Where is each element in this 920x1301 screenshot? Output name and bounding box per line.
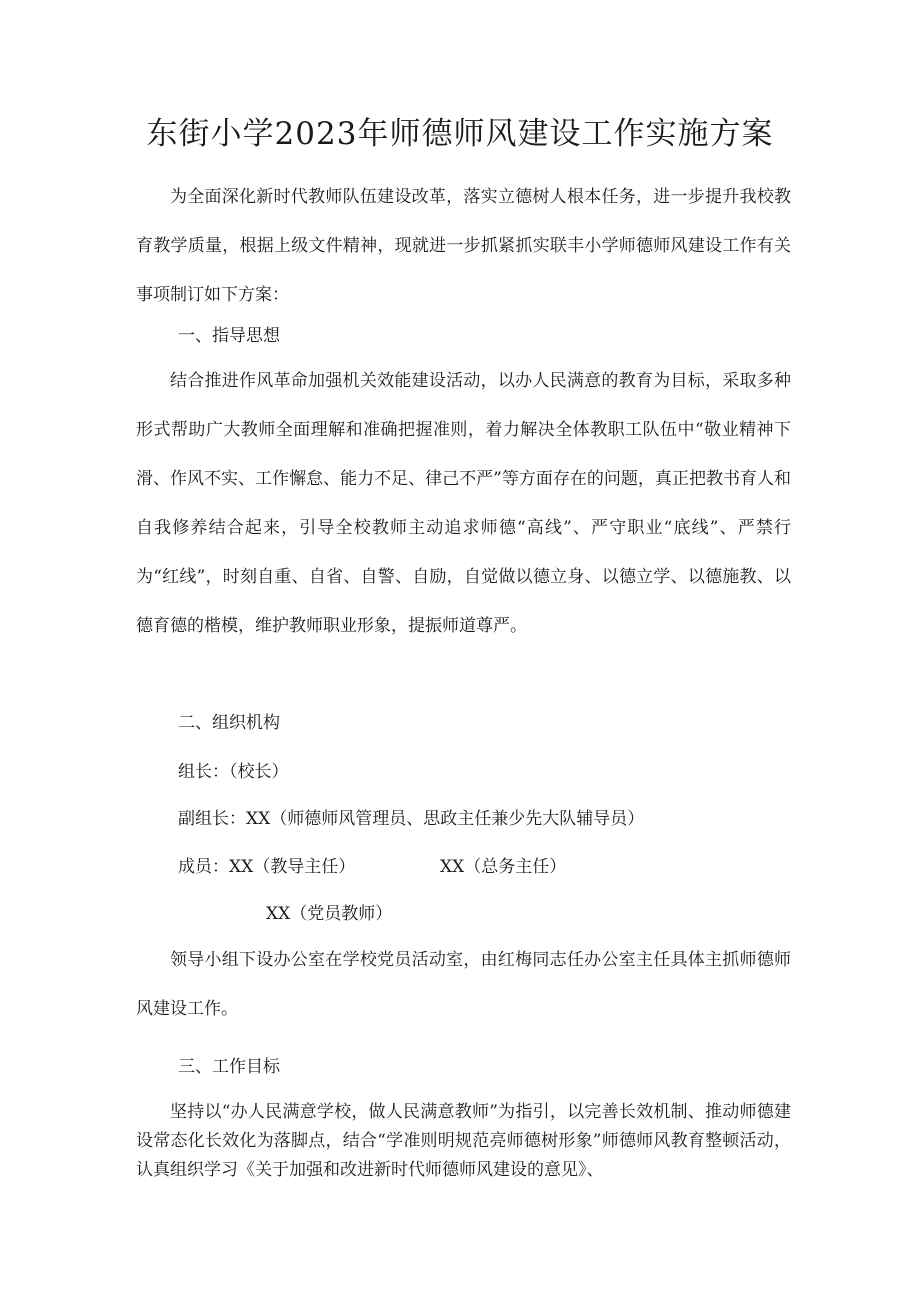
section-body-goals: 坚持以“办人民满意学校，做人民满意教师”为指引，以完善长效机制、推动师德建设常态化长效化为落脚点，结合“学准则明规范亮师德树形象”师德师风教育整顿活动，认真组织学习《关于加强和改进新时代师德师风建设的意见》、 bbox=[136, 1102, 791, 1180]
org-leader: 组长：（校长） bbox=[178, 762, 289, 782]
org-member-3: XX（党员教师） bbox=[266, 904, 393, 924]
org-office-paragraph: 领导小组下设办公室在学校党员活动室，由红梅同志任办公室主任具体主抓师德师风建设工作。 bbox=[136, 950, 791, 1019]
section-heading-goals: 三、工作目标 bbox=[178, 1057, 280, 1077]
org-member-1: 成员：XX（教导主任） bbox=[178, 857, 356, 877]
org-member-2: XX（总务主任） bbox=[440, 857, 567, 877]
intro-paragraph: 为全面深化新时代教师队伍建设改革，落实立德树人根本任务，进一步提升我校教育教学质量，根据上级文件精神，现就进一步抓紧抓实联丰小学师德师风建设工作有关事项制订如下方案： bbox=[136, 187, 791, 305]
document-title: 东街小学2023年师德师风建设工作实施方案 bbox=[146, 116, 774, 152]
section-heading-guiding-ideology: 一、指导思想 bbox=[178, 326, 280, 346]
section-heading-organization: 二、组织机构 bbox=[178, 713, 280, 733]
org-deputy-leader: 副组长：XX（师德师风管理员、思政主任兼少先大队辅导员） bbox=[178, 809, 645, 829]
section-body-guiding-ideology: 结合推进作风革命加强机关效能建设活动，以办人民满意的教育为目标，采取多种形式帮助广大教师全面理解和准确把握准则，着力解决全体教职工队伍中“敬业精神下滑、作风不实、工作懈怠、能力不足、律己不严”等方面存在的问题，真正把教书育人和自我修养结合起来，引导全校教师主动追求师德“高线”、严守职业“底线”、严禁行为“红线”，时刻自重、自省、自警、自励，自觉做以德立身、以德立学、以德施教、以德育德的楷模，维护教师职业形象，提振师道尊严。 bbox=[136, 371, 791, 636]
